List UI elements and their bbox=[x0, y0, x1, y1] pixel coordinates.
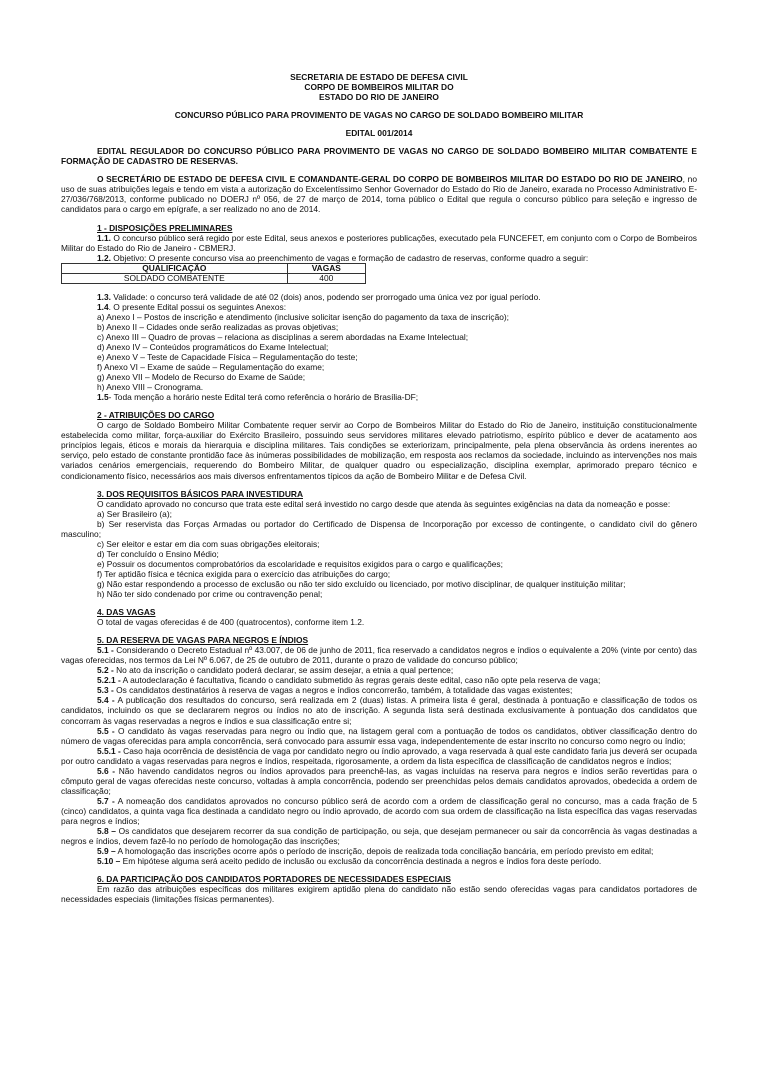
item-num: 5.10 – bbox=[97, 856, 121, 867]
header-line-3: ESTADO DO RIO DE JANEIRO bbox=[319, 92, 439, 103]
section-2-title: 2 - ATRIBUIÇÕES DO CARGO bbox=[97, 410, 215, 421]
vagas-table-header bbox=[62, 263, 366, 273]
list-item: e) Anexo V – Teste de Capacidade Física – Regulamentação do teste; bbox=[97, 351, 358, 362]
vagas-table-header-vagas: VAGAS bbox=[287, 263, 365, 273]
item-num: 5.2 - bbox=[97, 665, 114, 676]
item-num: 5.7 - bbox=[97, 795, 115, 806]
item-num: 5.6 - bbox=[97, 765, 116, 776]
item-5-5 bbox=[61, 726, 697, 746]
list-item: c) Ser eleitor e estar em dia com suas obrigações eleitorais; bbox=[97, 538, 320, 549]
item-text: Os candidatos que desejarem recorrer da sua condição de participação, ou seja, que desejam permanecer ou sair da concorrência às vagas destinadas a negros e índios, devem fazê-lo no período de homologação das inscrições; bbox=[61, 826, 697, 847]
item-1-5 bbox=[61, 392, 697, 402]
intro-paragraph bbox=[61, 174, 697, 214]
item-5-7 bbox=[61, 796, 697, 826]
item-5-5-1 bbox=[61, 746, 697, 766]
item-1-1-text: O concurso público será regido por este Edital, seus anexos e posteriores publicações, executado pela FUNCEFET, em conjunto com o Corpo de Bombeiros Militar do Estado do Rio de Janeiro - CBMERJ. bbox=[61, 232, 697, 253]
item-num: 5.5.1 - bbox=[97, 745, 121, 756]
list-item: f) Ter aptidão física e técnica exigida para o exercício das atribuições do cargo; bbox=[97, 568, 391, 579]
header-line-2: CORPO DE BOMBEIROS MILITAR DO bbox=[304, 82, 454, 93]
item-text: Caso haja ocorrência de desistência de vaga por candidato negro ou índio aprovado, a vaga reservada à qual este candidato faria jus deverá ser ocupada por outro candidato a vagas reservadas para negros e índios, respeitada, rigorosamente, a ordem da lista específica de classificação de candidatos negros e índios; bbox=[61, 745, 697, 766]
section-5-title: 5. DA RESERVA DE VAGAS PARA NEGROS E ÍNDIOS bbox=[97, 635, 309, 646]
item-5-2 bbox=[61, 665, 697, 675]
item-5-2-1 bbox=[61, 675, 697, 685]
section-6-body: Em razão das atribuições específicas dos militares exigirem aptidão plena do candidato não estão sendo oferecidas vagas para candidatos portadores de necessidades especiais (limitações físicas permanentes). bbox=[61, 884, 697, 905]
item-text: A nomeação dos candidatos aprovados no concurso público será de acordo com a ordem de classificação geral no concurso, mas a cada fração de 5 (cinco) candidatos, a quinta vaga fica destinada a candidato negro ou índio aprovado, de acordo com sua ordem de classificação na lista específica das vagas reservadas para negros e índios; bbox=[61, 795, 697, 826]
item-1-2-text: Objetivo: O presente concurso visa ao preenchimento de vagas e formação de cadastro de reservas, conforme quadro a seguir: bbox=[110, 252, 589, 263]
item-num: 5.2.1 - bbox=[97, 675, 121, 686]
item-num: 5.4 - bbox=[97, 695, 115, 706]
item-1-3 bbox=[61, 292, 697, 302]
item-1-5-text: - Toda menção a horário neste Edital terá como referência o horário de Brasília-DF; bbox=[108, 392, 419, 403]
section-3-title: 3. DOS REQUISITOS BÁSICOS PARA INVESTIDURA bbox=[97, 488, 303, 499]
header-line-1: SECRETARIA DE ESTADO DE DEFESA CIVIL bbox=[290, 72, 468, 82]
item-1-2-num: 1.2. bbox=[97, 252, 111, 263]
item-text: A publicação dos resultados do concurso, será realizada em 2 (duas) listas. A primeira lista é geral, destinada à pontuação e classificação de todos os candidatos, incluindo os que se declararem negros ou índios no ato de inscrição. A segunda lista será destinada exclusivamente à pontuação dos candidatos que concorram às vagas reservadas a negros e índios e sua classificação entre si; bbox=[61, 695, 698, 726]
vagas-table-header-qualificacao: QUALIFICAÇÃO bbox=[62, 263, 288, 273]
vagas-table-cell-qualificacao: SOLDADO COMBATENTE bbox=[62, 273, 288, 283]
list-item: d) Anexo IV – Conteúdos programáticos do Exame Intelectual; bbox=[97, 341, 329, 352]
intro-authority: O SECRETÁRIO DE ESTADO DE DEFESA CIVIL E COMANDANTE-GERAL DO CORPO DE BOMBEIROS MILITAR DO ESTADO DO RIO DE JANEIRO bbox=[97, 174, 683, 185]
item-5-10 bbox=[61, 856, 697, 866]
item-1-1 bbox=[61, 233, 697, 253]
item-5-9 bbox=[61, 846, 697, 856]
section-4-body: O total de vagas oferecidas é de 400 (quatrocentos), conforme item 1.2. bbox=[97, 617, 365, 628]
item-text: A homologação das inscrições ocorre após o período de inscrição, depois de realizada toda conciliação bancária, em período previsto em edital; bbox=[115, 846, 654, 857]
concurso-title: CONCURSO PÚBLICO PARA PROVIMENTO DE VAGAS NO CARGO DE SOLDADO BOMBEIRO MILITAR bbox=[174, 110, 584, 121]
section-4-title: 4. DAS VAGAS bbox=[97, 607, 156, 618]
section-3-body: O candidato aprovado no concurso que trata este edital será investido no cargo desde que atenda às seguintes exigências na data da nomeação e posse: bbox=[97, 498, 671, 509]
vagas-table-cell-vagas: 400 bbox=[287, 273, 365, 283]
edital-number: EDITAL 001/2014 bbox=[345, 128, 413, 139]
list-item: b) Ser reservista das Forças Armadas ou portador do Certificado de Dispensa de Incorporação por excesso de contingente, o candidato civil do gênero masculino; bbox=[61, 518, 697, 539]
vagas-table bbox=[61, 263, 366, 284]
list-item: a) Anexo I – Postos de inscrição e atendimento (inclusive solicitar isenção do pagamento da taxa de inscrição); bbox=[97, 311, 509, 322]
item-1-5-num: 1.5 bbox=[97, 392, 109, 403]
list-item: b) Anexo II – Cidades onde serão realizadas as provas objetivas; bbox=[97, 321, 339, 332]
item-text: A autodeclaração é facultativa, ficando o candidato submetido às regras gerais deste edital, caso não opte pela reserva de vaga; bbox=[120, 675, 601, 686]
item-5-6 bbox=[61, 766, 697, 796]
document-page bbox=[61, 72, 697, 904]
list-item: f) Anexo VI – Exame de saúde – Regulamentação do exame; bbox=[97, 362, 325, 373]
item-1-4-num: 1.4 bbox=[97, 301, 109, 312]
item-text: Não havendo candidatos negros ou índios aprovados para preenchê-las, as vagas incluídas na reserva para negros e índios serão revertidas para o cômputo geral de vagas oferecidas neste concurso, voltadas à ampla concorrência, podendo ser preenchidas pelos demais candidatos aprovados, obedecida a ordem de classificação; bbox=[61, 765, 698, 796]
item-5-8 bbox=[61, 826, 697, 846]
item-1-3-text: Validade: o concurso terá validade de até 02 (dois) anos, podendo ser prorrogado uma única vez por igual período. bbox=[110, 291, 541, 302]
item-text: Em hipótese alguma será aceito pedido de inclusão ou exclusão da concorrência destinada a negros e índios fora deste período. bbox=[120, 856, 602, 867]
item-1-1-num: 1.1. bbox=[97, 232, 111, 243]
item-text: Os candidatos destinatários à reserva de vagas a negros e índios concorrerão, também, à totalidade das vagas existentes; bbox=[113, 685, 573, 696]
item-num: 5.5 - bbox=[97, 725, 115, 736]
item-5-1 bbox=[61, 645, 697, 665]
item-1-4-text: . O presente Edital possui os seguintes Anexos: bbox=[108, 301, 287, 312]
item-1-4 bbox=[61, 302, 697, 312]
item-1-2 bbox=[61, 253, 697, 263]
item-5-3 bbox=[61, 685, 697, 695]
section-1-title: 1 - DISPOSIÇÕES PRELIMINARES bbox=[97, 222, 233, 233]
item-text: Considerando o Decreto Estadual nº 43.007, de 06 de junho de 2011, fica reservado a candidatos negros e índios o equivalente a 20% (vinte por cento) das vagas oferecidas, nos termos da Lei Nº 6.067, de 25 de outubro de 2011, durante o prazo de validade do concurso público; bbox=[61, 645, 697, 666]
item-text: O candidato às vagas reservadas para negro ou índio que, na listagem geral com a pontuação de todos os candidatos, obtiver classificação dentro do número de vagas oferecidas para ampla concorrência, será convocado para assumir essa vaga, independentemente de estar inscrito no concurso como negro ou índio; bbox=[61, 725, 697, 746]
list-item: h) Anexo VIII – Cronograma. bbox=[97, 382, 204, 393]
item-1-3-num: 1.3. bbox=[97, 291, 111, 302]
item-num: 5.3 - bbox=[97, 685, 114, 696]
list-item: a) Ser Brasileiro (a); bbox=[97, 508, 172, 519]
item-num: 5.8 – bbox=[97, 826, 116, 837]
list-item: h) Não ter sido condenado por crime ou contravenção penal; bbox=[97, 589, 323, 600]
list-item: g) Anexo VII – Modelo de Recurso do Exame de Saúde; bbox=[97, 372, 306, 383]
list-item: c) Anexo III – Quadro de provas – relaciona as disciplinas a serem abordadas na Exame Intelectual; bbox=[97, 331, 469, 342]
section-6-title: 6. DA PARTICIPAÇÃO DOS CANDIDATOS PORTADORES DE NECESSIDADES ESPECIAIS bbox=[97, 874, 451, 885]
intro-body: , no uso de suas atribuições legais e tendo em vista a autorização do Excelentíssimo Senhor Governador do Estado do Rio de Janeiro, exarada no Processo Administrativo E-27/036/768/2013, conforme publicado no DOERJ nº 056, de 27 de março de 2014, torna público o Edital que regula o concurso público para seleção e ingresso de candidatos para o cargo em epígrafe, a ser realizado no ano de 2014. bbox=[61, 174, 697, 215]
section-2-body: O cargo de Soldado Bombeiro Militar Combatente requer servir ao Corpo de Bombeiros Militar do Estado do Rio de Janeiro, instituição constitucionalmente estabelecida como militar, força-auxiliar do Exército Brasileiro, possuindo seus servidores militares elevado patriotismo, espírito público e dever de acatamento aos princípios legais, éticos e morais da hierarquia e disciplina militares. Tais condições se exteriorizam, principalmente, pela plena observância às ordens inerentes ao serviço, pelo estado de constante prontidão face às inúmeras possibilidades de mobilização, em resposta aos reclamos da sociedade, incluindo as intervenções nos mais variados cenários emergenciais, requerendo do Bombeiro Militar, de qualquer quadro ou especialização, disciplina exemplar, aprimorado preparo técnico e condicionamento físico, necessários aos mais diversos enfrentamentos típicos da ação de Bombeiro Militar e de Defesa Civil. bbox=[61, 420, 697, 481]
list-item: g) Não estar respondendo a processo de exclusão ou não ter sido excluído ou licenciado, por motivo disciplinar, de qualquer instituição militar; bbox=[97, 578, 626, 589]
intro-title: EDITAL REGULADOR DO CONCURSO PÚBLICO PARA PROVIMENTO DE VAGAS NO CARGO DE SOLDADO BOMBEIRO MILITAR COMBATENTE E FORMAÇÃO DE CADASTRO DE RESERVAS. bbox=[61, 146, 697, 167]
table-row bbox=[62, 273, 366, 283]
item-5-4 bbox=[61, 695, 697, 725]
list-item: e) Possuir os documentos comprobatórios da escolaridade e requisitos exigidos para o cargo e qualificações; bbox=[97, 558, 503, 569]
item-num: 5.9 – bbox=[97, 846, 116, 857]
list-item: d) Ter concluído o Ensino Médio; bbox=[97, 548, 219, 559]
item-num: 5.1 - bbox=[97, 645, 114, 656]
item-text: No ato da inscrição o candidato poderá declarar, se assim desejar, a etnia a qual pertence; bbox=[113, 665, 454, 676]
